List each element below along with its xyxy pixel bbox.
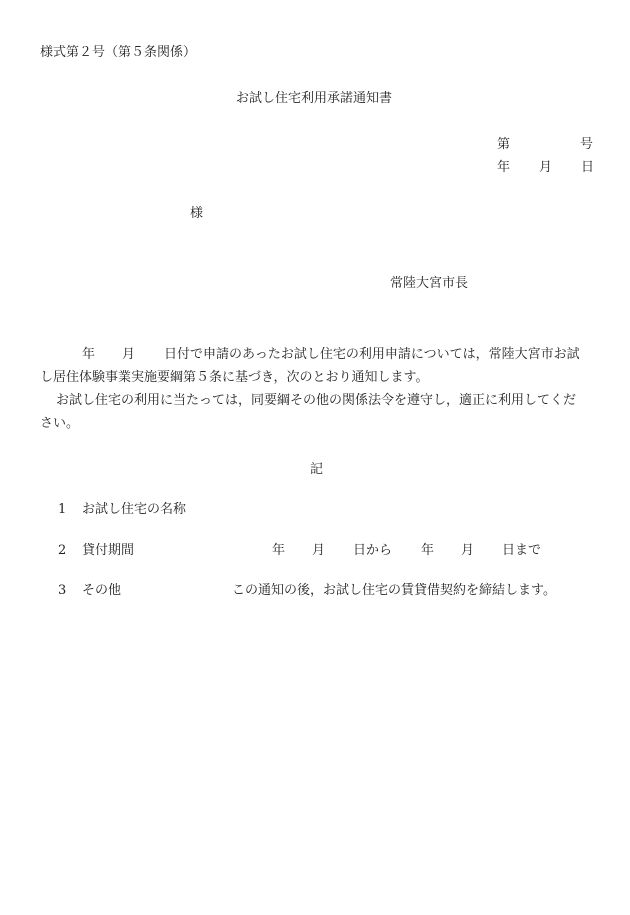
body-month: 月 [122,347,136,362]
addressee-suffix: 様 [190,206,204,221]
number-prefix: 第 [497,137,511,152]
date-month: 月 [539,160,553,175]
period-from-year: 年 [272,543,286,558]
period-to-month: 月 [461,543,475,558]
date-year: 年 [497,160,511,175]
date-day: 日 [581,160,595,175]
ki-heading: 記 [310,462,324,477]
period-to-year: 年 [421,543,435,558]
item-1-label: お試し住宅の名称 [82,502,187,517]
form-number: 様式第２号（第５条関係） [40,45,197,60]
body-line-2: し居住体験事業実施要綱第５条に基づき，次のとおり通知します。 [40,370,429,385]
body-line-3: お試し住宅の利用に当たっては，同要綱その他の関係法令を遵守し，適正に利用してくだ [56,393,577,408]
item-3-number: 3 [58,583,67,598]
item-2-number: 2 [58,543,67,558]
number-suffix: 号 [580,137,594,152]
period-from-month: 月 [312,543,326,558]
item-1-number: 1 [58,502,67,517]
period-to-day: 日まで [502,543,542,558]
issuer-name: 常陸大宮市長 [390,276,469,291]
document-title: お試し住宅利用承諾通知書 [236,91,393,106]
item-3-value: この通知の後，お試し住宅の賃貸借契約を締結します。 [232,583,556,598]
body-line-4: さい。 [40,416,80,431]
body-year: 年 [82,347,96,362]
item-3-label: その他 [82,583,122,598]
body-line-1: 日付で申請のあったお試し住宅の利用申請については，常陸大宮市お試 [164,347,580,362]
period-from-day: 日から [353,543,393,558]
item-2-label: 貸付期間 [82,543,135,558]
